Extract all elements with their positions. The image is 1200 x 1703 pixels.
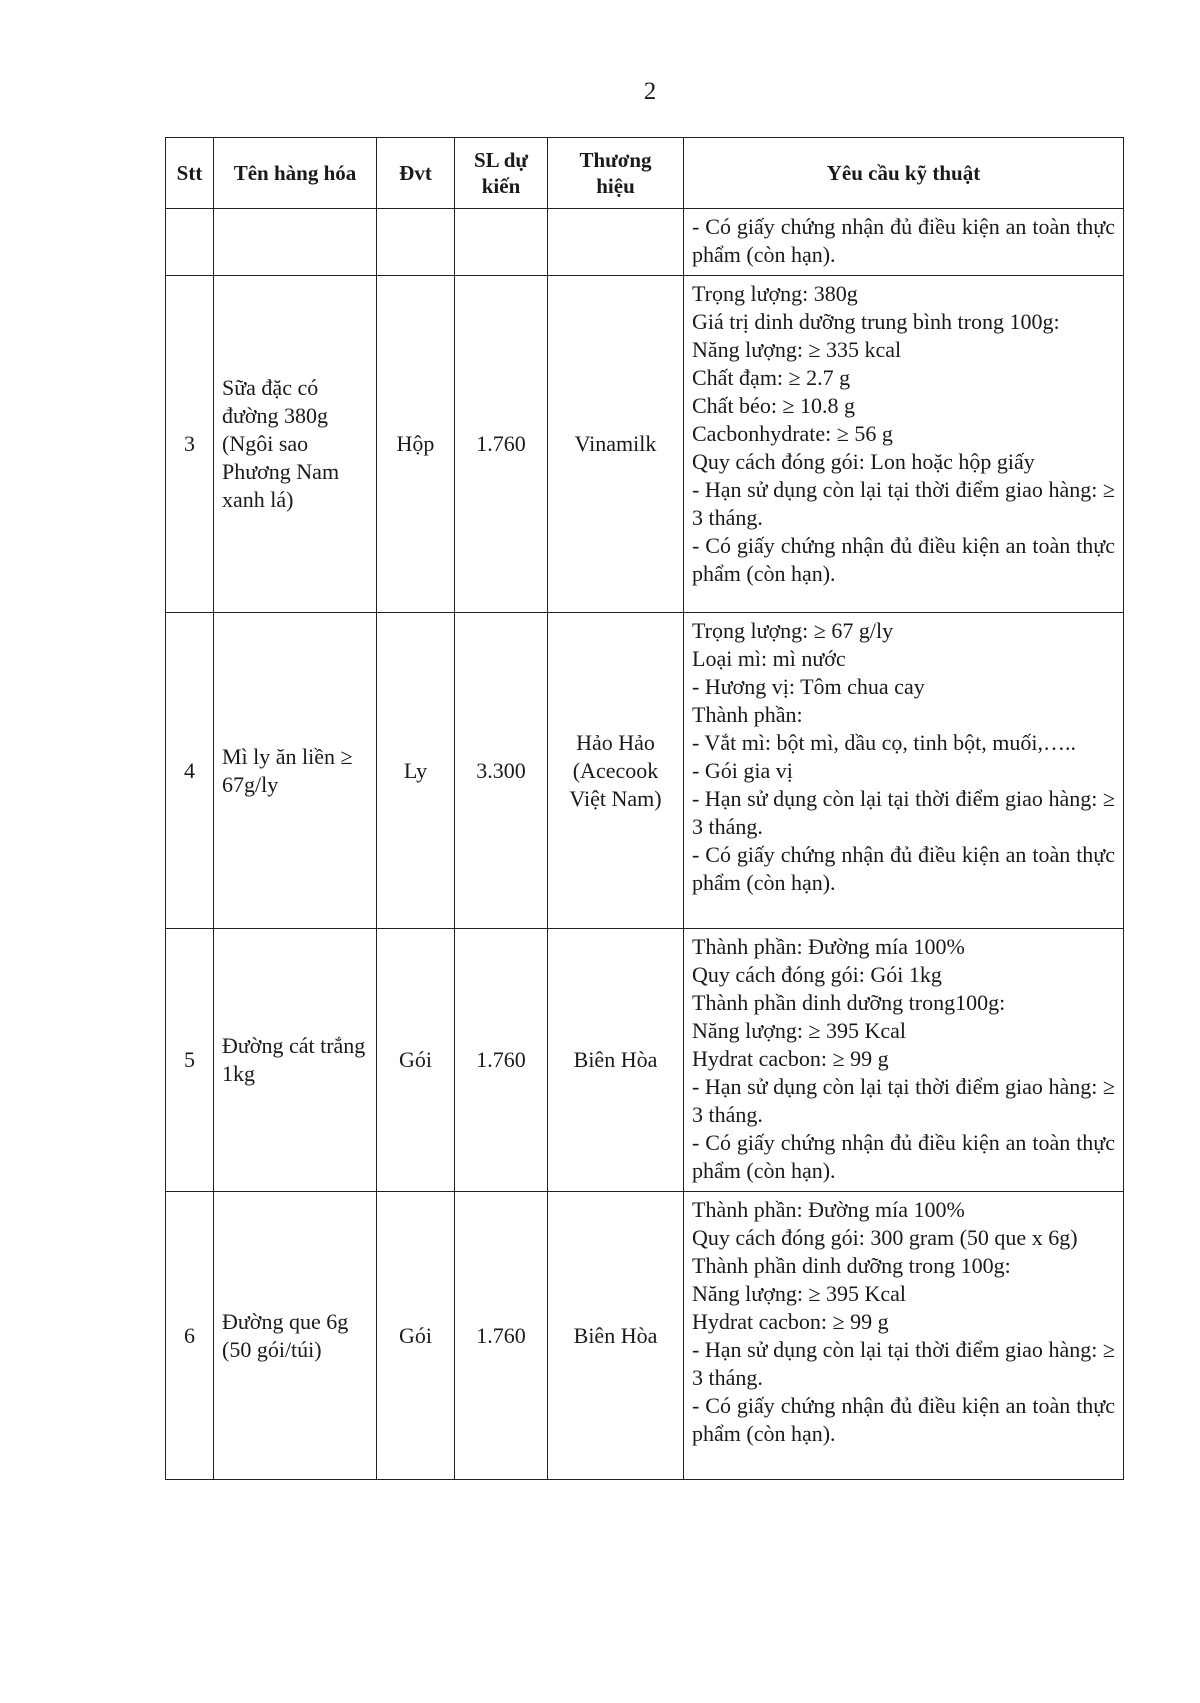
cell-brand: [548, 209, 684, 276]
cell-brand: Hảo Hảo (Acecook Việt Nam): [548, 613, 684, 929]
cell-unit: Gói: [377, 929, 455, 1192]
cell-name: Sữa đặc có đường 380g (Ngôi sao Phương Nam xanh lá): [214, 276, 377, 613]
cell-requirements: [684, 209, 1124, 276]
cell-brand: Biên Hòa: [548, 1192, 684, 1480]
cell-qty: 3.300: [455, 613, 548, 929]
requirement-line: - Có giấy chứng nhận đủ điều kiện an toàn thực phẩm (còn hạn).: [692, 842, 1115, 895]
cell-qty: 1.760: [455, 929, 548, 1192]
requirement-line: - Hạn sử dụng còn lại tại thời điểm giao hàng: ≥ 3 tháng.: [692, 786, 1115, 839]
header-qty: SL dự kiến: [455, 138, 548, 209]
requirement-line: Chất đạm: ≥ 2.7 g: [692, 365, 851, 390]
requirement-line: - Có giấy chứng nhận đủ điều kiện an toàn thực phẩm (còn hạn).: [692, 214, 1115, 267]
cell-name: [214, 209, 377, 276]
cell-name: Đường cát trắng 1kg: [214, 929, 377, 1192]
requirement-line: Giá trị dinh dưỡng trung bình trong 100g:: [692, 309, 1060, 334]
requirement-line: Quy cách đóng gói: 300 gram (50 que x 6g): [692, 1225, 1078, 1250]
requirement-line: Quy cách đóng gói: Gói 1kg: [692, 962, 942, 987]
header-requirements: Yêu cầu kỹ thuật: [684, 138, 1124, 209]
requirement-line: - Hạn sử dụng còn lại tại thời điểm giao hàng: ≥ 3 tháng.: [692, 477, 1115, 530]
requirement-line: - Hạn sử dụng còn lại tại thời điểm giao hàng: ≥ 3 tháng.: [692, 1074, 1115, 1127]
cell-qty: [455, 209, 548, 276]
requirement-line: Trọng lượng: ≥ 67 g/ly: [692, 618, 894, 643]
cell-stt: [166, 209, 214, 276]
cell-brand: Biên Hòa: [548, 929, 684, 1192]
table-row-continuation: [166, 209, 1124, 276]
cell-requirements: [684, 276, 1124, 613]
cell-unit: Gói: [377, 1192, 455, 1480]
requirement-line: Năng lượng: ≥ 335 kcal: [692, 337, 902, 362]
requirement-line: Thành phần dinh dưỡng trong 100g:: [692, 1253, 1011, 1278]
table-header-row: [166, 138, 1124, 209]
cell-brand: Vinamilk: [548, 276, 684, 613]
cell-qty: 1.760: [455, 276, 548, 613]
cell-stt: 5: [166, 929, 214, 1192]
cell-stt: 6: [166, 1192, 214, 1480]
header-name: Tên hàng hóa: [214, 138, 377, 209]
cell-unit: Ly: [377, 613, 455, 929]
table-row: [166, 276, 1124, 613]
cell-requirements: [684, 613, 1124, 929]
requirement-line: Hydrat cacbon: ≥ 99 g: [692, 1046, 889, 1071]
cell-stt: 3: [166, 276, 214, 613]
requirement-line: Chất béo: ≥ 10.8 g: [692, 393, 856, 418]
cell-unit: [377, 209, 455, 276]
header-brand: Thương hiệu: [548, 138, 684, 209]
requirement-line: Trọng lượng: 380g: [692, 281, 858, 306]
table-row: [166, 1192, 1124, 1480]
goods-spec-table: [165, 137, 1124, 1480]
cell-name: Mì ly ăn liền ≥ 67g/ly: [214, 613, 377, 929]
header-unit: Đvt: [377, 138, 455, 209]
requirement-line: Thành phần: Đường mía 100%: [692, 1197, 965, 1222]
cell-stt: 4: [166, 613, 214, 929]
page-number: 2: [643, 78, 657, 105]
table-row: [166, 929, 1124, 1192]
requirement-line: Thành phần dinh dưỡng trong100g:: [692, 990, 1006, 1015]
requirement-line: Quy cách đóng gói: Lon hoặc hộp giấy: [692, 449, 1035, 474]
cell-unit: Hộp: [377, 276, 455, 613]
requirement-line: Hydrat cacbon: ≥ 99 g: [692, 1309, 889, 1334]
requirement-line: - Có giấy chứng nhận đủ điều kiện an toàn thực phẩm (còn hạn).: [692, 1393, 1115, 1446]
table-row: [166, 613, 1124, 929]
requirement-line: - Vắt mì: bột mì, dầu cọ, tinh bột, muối,…..: [692, 730, 1076, 755]
requirement-line: - Có giấy chứng nhận đủ điều kiện an toàn thực phẩm (còn hạn).: [692, 1130, 1115, 1183]
requirement-line: Năng lượng: ≥ 395 Kcal: [692, 1281, 907, 1306]
header-stt: Stt: [166, 138, 214, 209]
requirement-line: Thành phần: Đường mía 100%: [692, 934, 965, 959]
requirement-line: Thành phần:: [692, 702, 803, 727]
requirement-line: Loại mì: mì nước: [692, 646, 846, 671]
requirement-line: Cacbonhydrate: ≥ 56 g: [692, 421, 893, 446]
requirement-line: - Hạn sử dụng còn lại tại thời điểm giao hàng: ≥ 3 tháng.: [692, 1337, 1115, 1390]
cell-requirements: [684, 1192, 1124, 1480]
requirement-line: - Có giấy chứng nhận đủ điều kiện an toàn thực phẩm (còn hạn).: [692, 533, 1115, 586]
cell-name: Đường que 6g (50 gói/túi): [214, 1192, 377, 1480]
cell-requirements: [684, 929, 1124, 1192]
requirement-line: Năng lượng: ≥ 395 Kcal: [692, 1018, 907, 1043]
cell-qty: 1.760: [455, 1192, 548, 1480]
requirement-line: - Gói gia vị: [692, 758, 793, 783]
requirement-line: - Hương vị: Tôm chua cay: [692, 674, 925, 699]
